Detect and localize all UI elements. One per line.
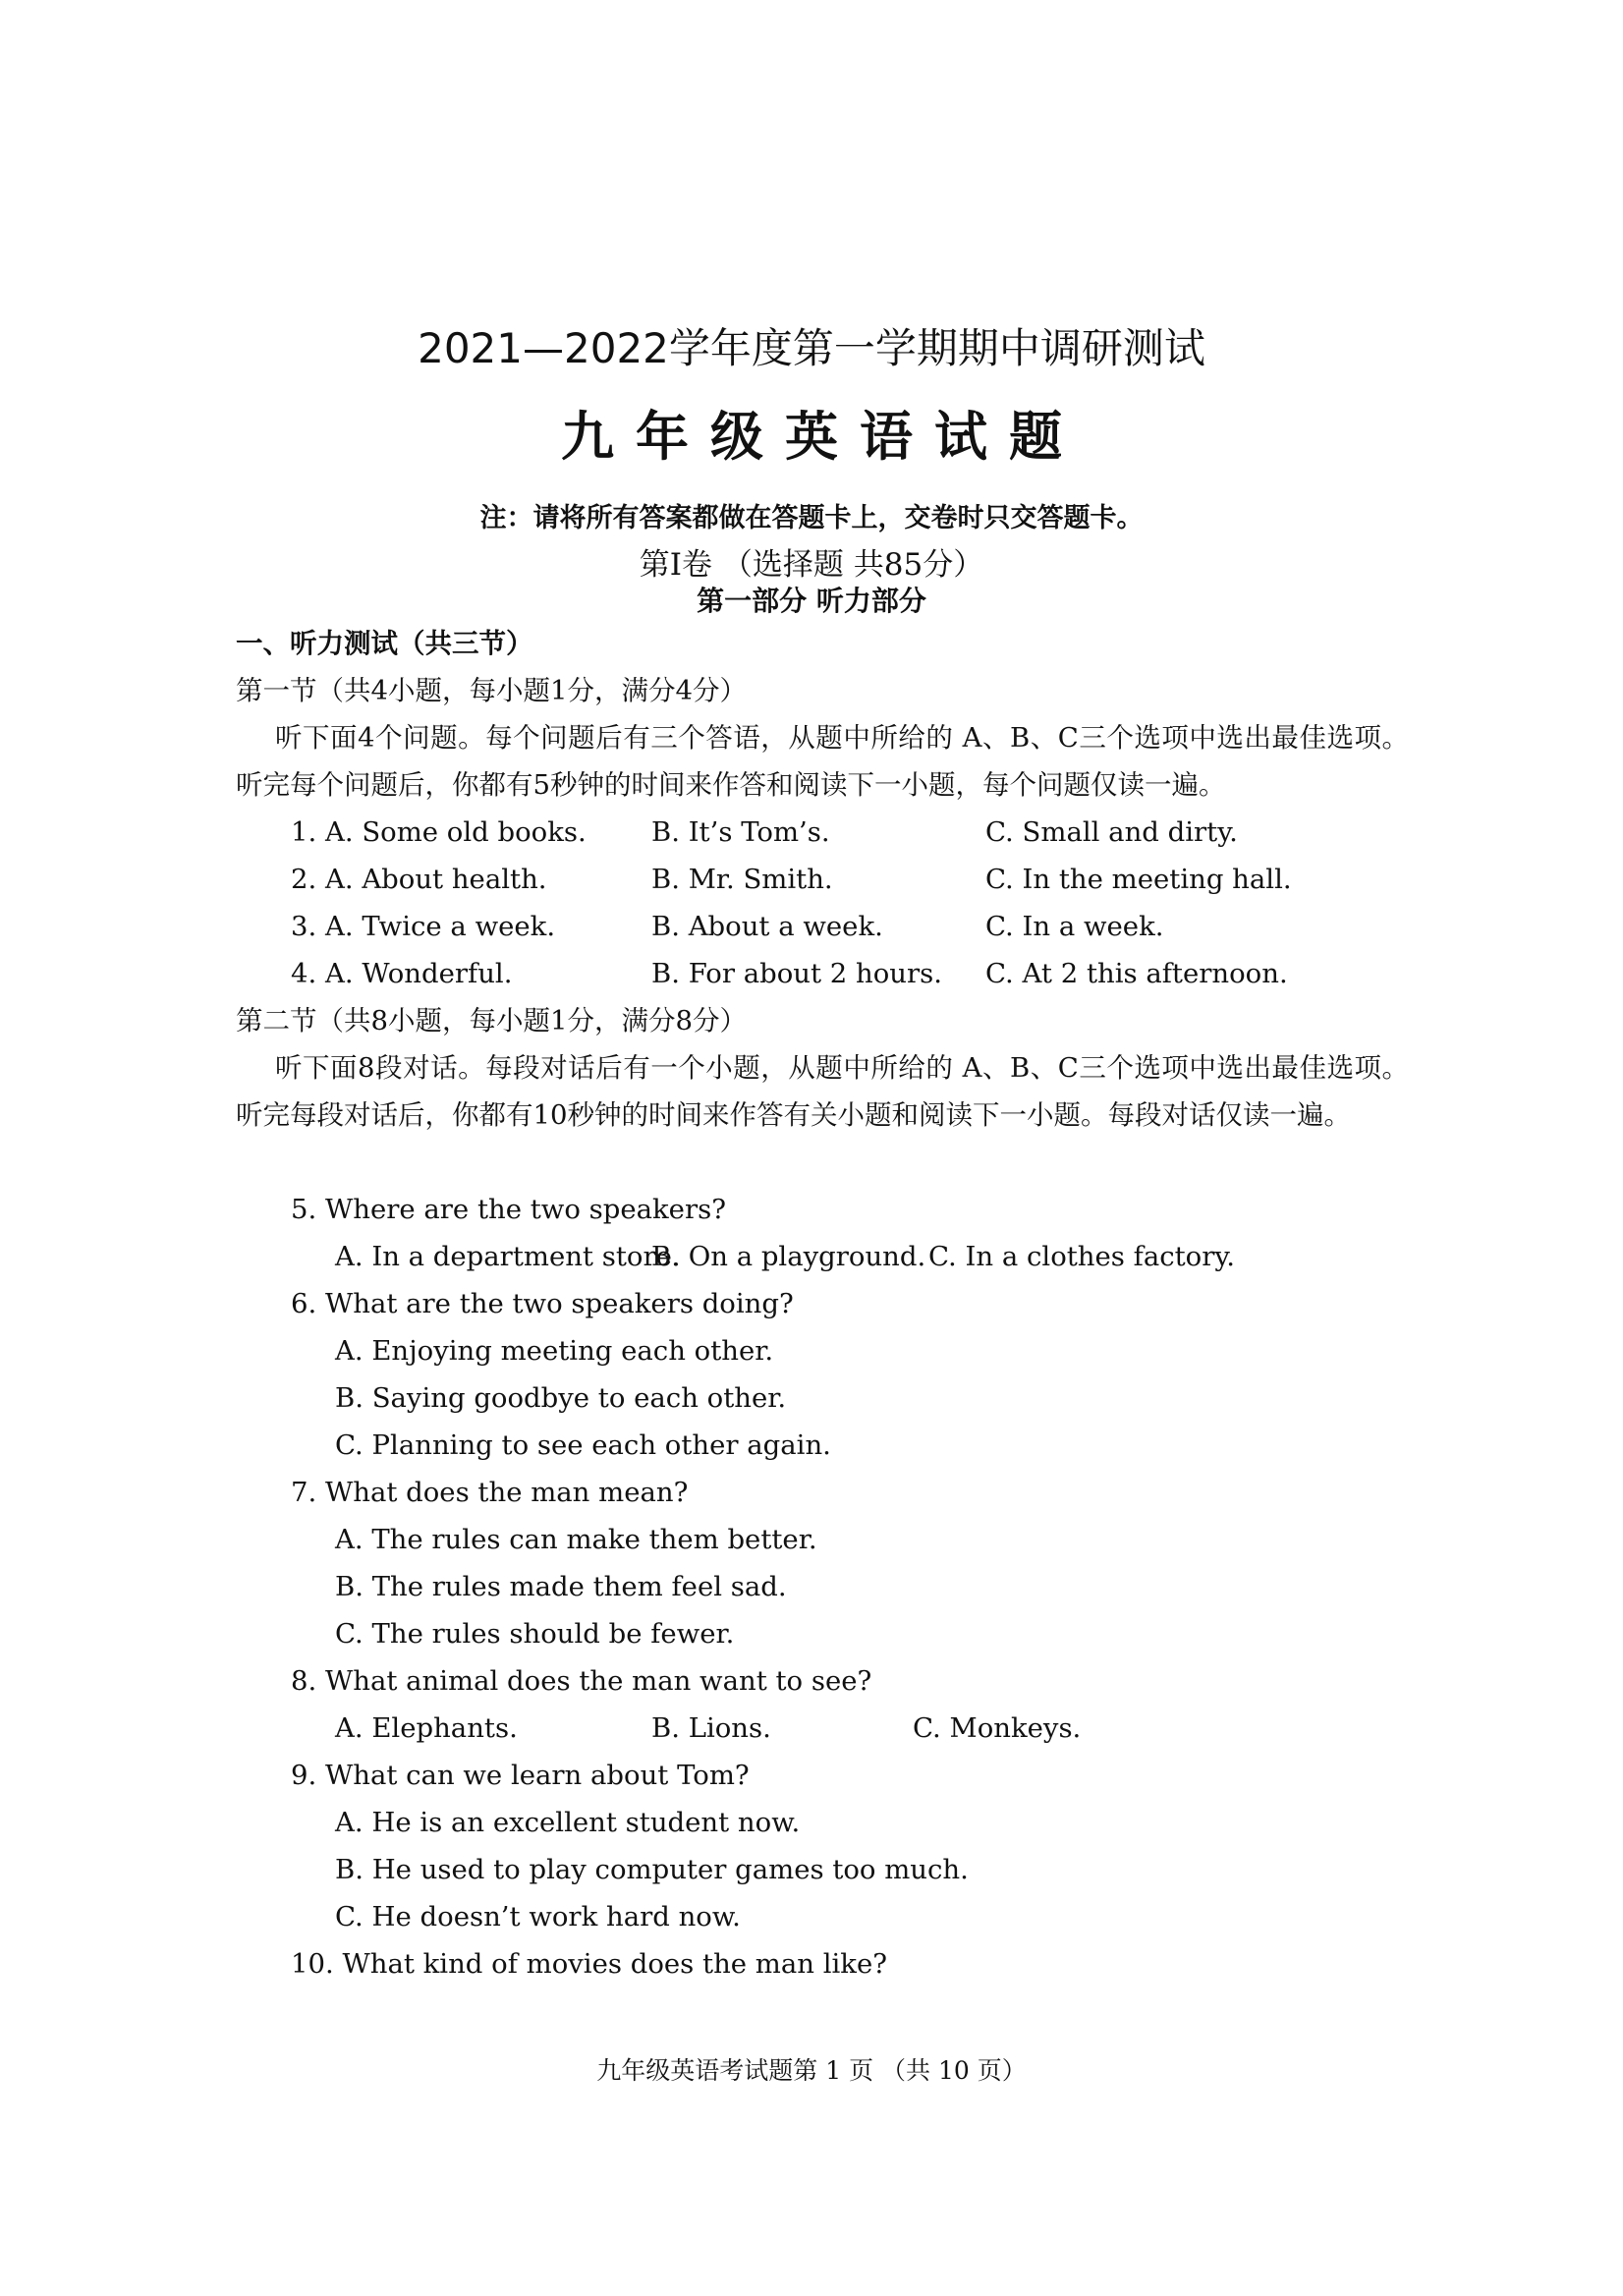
q4-option-b: B. For about 2 hours. xyxy=(651,958,942,989)
q3-option-c: C. In a week. xyxy=(985,911,1164,942)
q6-option-b: B. Saying goodbye to each other. xyxy=(335,1382,787,1414)
subsection2-instruction: 听下面8段对话。每段对话后有一个小题，从题中所给的 A、B、C三个选项中选出最佳选项。听完每段对话后，你都有10秒钟的时间来作答有关小题和阅读下一小题。每段对话仅读一遍。 xyxy=(236,1052,1409,1131)
answer-note: 注：请将所有答案都做在答题卡上，交卷时只交答题卡。 xyxy=(479,503,1144,533)
q7-option-a: A. The rules can make them better. xyxy=(335,1524,817,1555)
q2-option-c: C. In the meeting hall. xyxy=(985,864,1292,895)
q4-option-c: C. At 2 this afternoon. xyxy=(985,958,1288,989)
q8-option-b: B. Lions. xyxy=(651,1712,771,1744)
q3-option-b: B. About a week. xyxy=(651,911,883,942)
q7-stem: 7. What does the man mean? xyxy=(291,1477,689,1508)
q1-option-a: 1. A. Some old books. xyxy=(291,816,587,848)
section-heading: 一、听力测试（共三节） xyxy=(236,628,533,659)
q1-option-c: C. Small and dirty. xyxy=(985,816,1238,848)
q9-option-a: A. He is an excellent student now. xyxy=(335,1807,801,1838)
q10-stem: 10. What kind of movies does the man like? xyxy=(291,1948,887,1980)
subsection2-heading: 第二节（共8小题，每小题1分，满分8分） xyxy=(236,1005,747,1036)
q6-stem: 6. What are the two speakers doing? xyxy=(291,1288,794,1319)
q5-option-c: C. In a clothes factory. xyxy=(928,1241,1235,1272)
q5-option-a: A. In a department store. xyxy=(335,1241,681,1272)
q5-stem: 5. Where are the two speakers? xyxy=(291,1194,726,1225)
q8-option-c: C. Monkeys. xyxy=(913,1712,1082,1744)
subsection1-instruction: 听下面4个问题。每个问题后有三个答语，从题中所给的 A、B、C三个选项中选出最佳选项。听完每个问题后，你都有5秒钟的时间来作答和阅读下一小题，每个问题仅读一遍。 xyxy=(236,722,1409,801)
exam-title-line1: 2021—2022学年度第一学期期中调研测试 xyxy=(418,324,1205,372)
q1-option-b: B. It’s Tom’s. xyxy=(651,816,830,848)
q9-option-c: C. He doesn’t work hard now. xyxy=(335,1901,741,1932)
q9-stem: 9. What can we learn about Tom? xyxy=(291,1760,750,1791)
q6-option-a: A. Enjoying meeting each other. xyxy=(335,1335,774,1367)
part-heading: 第一部分 听力部分 xyxy=(697,585,926,617)
page-footer: 九年级英语考试题第 1 页 （共 10 页） xyxy=(596,2056,1027,2085)
q9-option-b: B. He used to play computer games too much. xyxy=(335,1854,969,1885)
exam-title-line2: 九年级英语试题 xyxy=(561,406,1084,468)
q6-option-c: C. Planning to see each other again. xyxy=(335,1429,831,1461)
q8-option-a: A. Elephants. xyxy=(335,1712,518,1744)
q2-option-a: 2. A. About health. xyxy=(291,864,547,895)
q2-option-b: B. Mr. Smith. xyxy=(651,864,833,895)
q8-stem: 8. What animal does the man want to see? xyxy=(291,1665,872,1697)
subsection1-heading: 第一节（共4小题，每小题1分，满分4分） xyxy=(236,675,747,706)
volume-heading: 第Ⅰ卷 （选择题 共85分） xyxy=(639,547,984,583)
q5-option-b: B. On a playground. xyxy=(651,1241,926,1272)
q7-option-b: B. The rules made them feel sad. xyxy=(335,1571,787,1602)
q3-option-a: 3. A. Twice a week. xyxy=(291,911,556,942)
q7-option-c: C. The rules should be fewer. xyxy=(335,1618,735,1650)
q4-option-a: 4. A. Wonderful. xyxy=(291,958,513,989)
